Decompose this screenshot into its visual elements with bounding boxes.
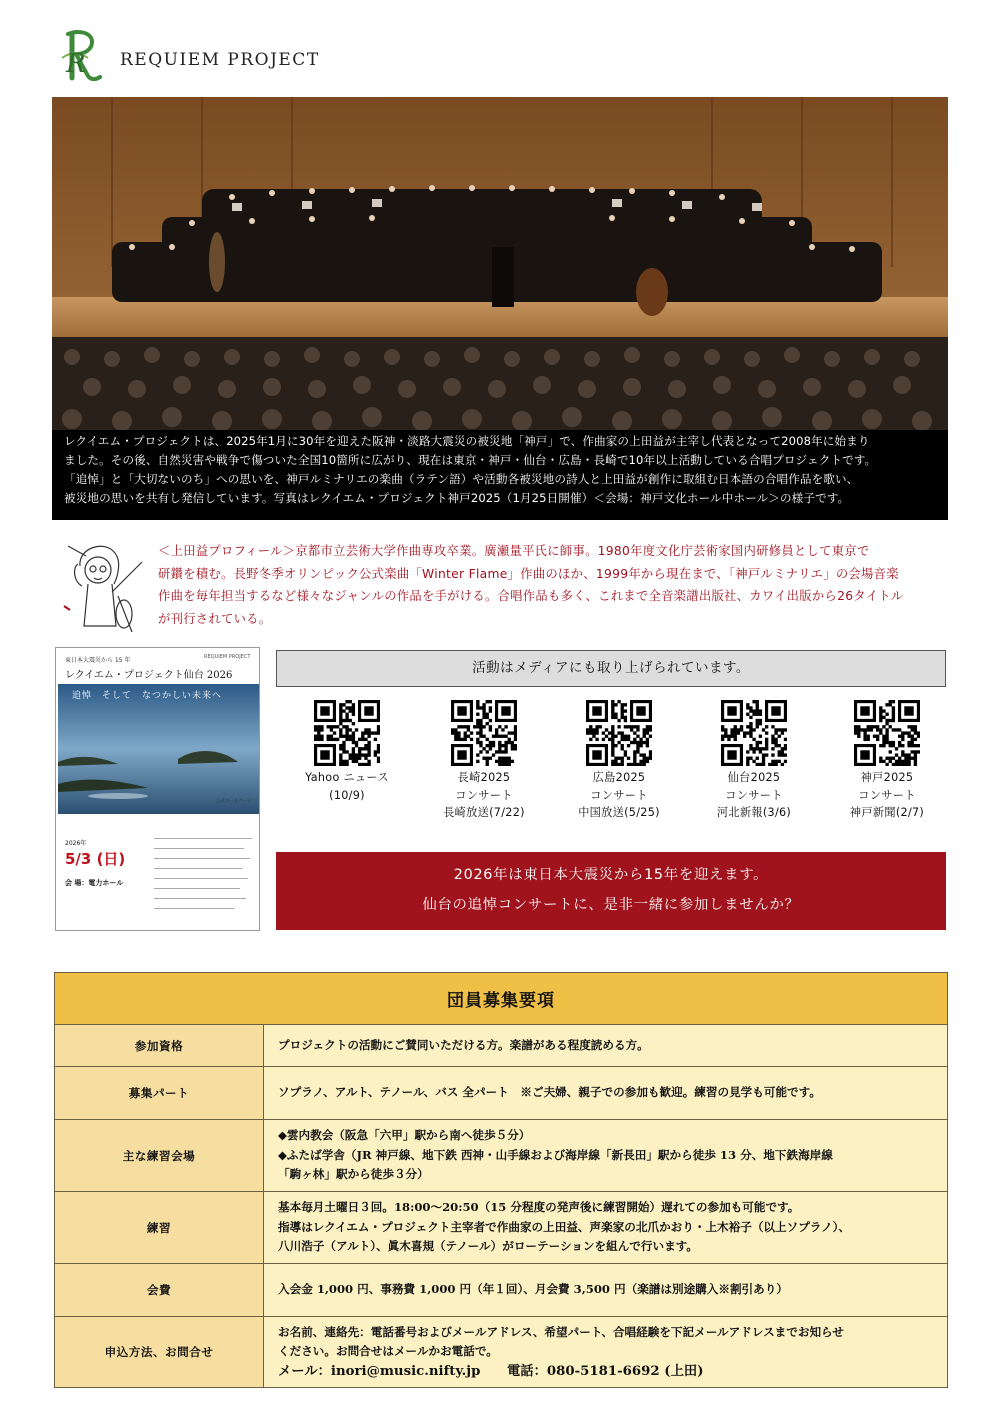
row-line: ◆ふたば学舎（JR 神戸線、地下鉄 西神・山手線および海岸線「新長田」駅から徒歩 13 分、地下鉄海岸線 xyxy=(278,1147,833,1162)
sendai-2026-flyer xyxy=(55,647,260,931)
flyer-title: レクイエム・プロジェクト仙台 2026 xyxy=(65,670,233,681)
media-label: 神戸新聞(2/7) xyxy=(849,806,925,819)
row-line: ください。お問合せはメールかお電話で。 xyxy=(278,1344,498,1359)
media-item-yahoo[interactable] xyxy=(282,700,412,804)
media-item-nagasaki[interactable] xyxy=(419,700,549,822)
banner-line: 2026年は東日本大震災から15年を迎えます。 xyxy=(453,867,769,883)
flyer-year: 2026年 xyxy=(65,840,87,847)
media-label: 神戸2025 xyxy=(860,771,914,784)
flyer-top: 東日本大震災から 15 年 xyxy=(65,657,131,664)
media-header: 活動はメディアにも取り上げられています。 xyxy=(276,650,946,687)
qr-code-icon[interactable] xyxy=(854,700,920,766)
media-label: コンサート xyxy=(858,788,916,802)
media-label: コンサート xyxy=(725,788,783,802)
sendai-invitation-banner xyxy=(276,852,946,930)
media-item-hiroshima[interactable] xyxy=(554,700,684,822)
brand-name: REQUIEM PROJECT xyxy=(120,50,320,70)
caption-line: 被災地の思いを共有し発信しています。写真はレクイエム・プロジェクト神戸2025（1月25日開催）＜会場：神戸文化ホール中ホール＞の様子です。 xyxy=(64,491,850,505)
row-value xyxy=(264,1120,948,1192)
media-label: 中国放送(5/25) xyxy=(578,806,660,819)
flyer-seascape xyxy=(58,684,259,814)
profile-line: が刊行されている。 xyxy=(158,611,272,626)
table-row xyxy=(55,1192,948,1264)
profile-line: 研鑽を積む。長野冬季オリンピック公式楽曲「Winter Flame」作曲のほか、1999年から現在まで、「神戸ルミナリエ」の会場音楽 xyxy=(158,566,899,581)
row-line: プロジェクトの活動にご賛同いただける方。楽譜がある程度読める方。 xyxy=(278,1037,649,1052)
logo-mark xyxy=(58,28,110,82)
media-label: コンサート xyxy=(590,788,648,802)
row-line: ◆雲内教会（阪急「六甲」駅から南へ徒歩５分） xyxy=(278,1128,531,1143)
row-line: 「駒ヶ林」駅から徒歩３分） xyxy=(278,1167,429,1182)
logo-letter: R xyxy=(66,49,86,79)
flyer-homepage: 公式ホームページ xyxy=(216,799,252,804)
row-value xyxy=(264,1025,948,1067)
table-row xyxy=(55,1025,948,1067)
row-line: ソプラノ、アルト、テノール、バス 全パート ※ご夫婦、親子での参加も歓迎。練習の見学も可能です。 xyxy=(278,1085,821,1100)
flyer-subtitle: 追悼 そして なつかしい未来へ xyxy=(72,691,223,701)
recruitment-table xyxy=(54,972,948,1388)
row-line: 基本毎月土曜日３回。18:00～20:50（15 分程度の発声後に練習開始）遅れての参加も可能です。 xyxy=(278,1200,800,1215)
caption-line: ました。その後、自然災害や戦争で傷ついた全国10箇所に広がり、現在は東京・神戸・仙台・広島・長崎で10年以上活動している合唱プロジェクトです。 xyxy=(64,453,877,467)
row-key: 主な練習会場 xyxy=(55,1120,264,1192)
table-row xyxy=(55,1120,948,1192)
profile-line: ＜上田益プロフィール＞京都市立芸術大学作曲専攻卒業。廣瀬量平氏に師事。1980年度文化庁芸術家国内研修員として東京で xyxy=(158,544,870,558)
qr-code-icon[interactable] xyxy=(314,700,380,766)
banner-line: 仙台の追悼コンサートに、是非一緒に参加しませんか？ xyxy=(422,897,800,913)
media-label: 仙台2025 xyxy=(727,771,781,784)
conductor xyxy=(492,247,514,307)
media-item-sendai[interactable] xyxy=(689,700,819,822)
row-key: 会費 xyxy=(55,1264,264,1317)
table-row xyxy=(55,1067,948,1120)
row-value xyxy=(264,1067,948,1120)
row-value xyxy=(264,1317,948,1388)
flyer-venue: 会 場：電力ホール xyxy=(65,879,124,887)
media-label: 長崎放送(7/22) xyxy=(443,806,525,819)
row-line: お名前、連絡先：電話番号およびメールアドレス、希望パート、合唱経験を下記メールアドレスまでお知らせ xyxy=(278,1324,844,1339)
row-value xyxy=(264,1264,948,1317)
row-value xyxy=(264,1192,948,1264)
table-row xyxy=(55,1317,948,1388)
row-line: 入会金 1,000 円、事務費 1,000 円（年１回）、月会費 3,500 円（楽譜は別途購入※割引あり） xyxy=(278,1282,788,1297)
caption-line: 「追悼」と「大切ないのち」への思いを、神戸ルミナリエの楽曲（ラテン語）や活動各被災地の詩人と上田益が創作に取組む日本語の合唱作品を歌い、 xyxy=(64,472,859,486)
media-label: Yahoo ニュース xyxy=(305,771,389,784)
media-label: 長崎2025 xyxy=(457,771,511,784)
qr-code-icon[interactable] xyxy=(721,700,787,766)
flyer-date: 5/3 (日) xyxy=(65,850,126,868)
table-row xyxy=(55,1264,948,1317)
qr-code-icon[interactable] xyxy=(586,700,652,766)
profile-line: 作曲を毎年担当するなど様々なジャンルの作品を手がける。合唱作品も多く、これまで全音楽譜出版社、カワイ出版から26タイトル xyxy=(158,589,904,603)
composer-profile xyxy=(158,540,948,630)
concert-photo xyxy=(52,97,948,430)
media-label: (10/9) xyxy=(329,788,365,802)
media-qr-list xyxy=(276,700,946,845)
contact-email-phone[interactable]: メール：inori@music.nifty.jp 電話：080-5181-6692 (上田) xyxy=(278,1363,704,1379)
header-logo xyxy=(58,28,320,82)
media-label: 広島2025 xyxy=(592,771,646,784)
row-key: 募集パート xyxy=(55,1067,264,1120)
media-label: コンサート xyxy=(455,788,513,802)
photo-caption xyxy=(52,430,948,520)
row-key: 練習 xyxy=(55,1192,264,1264)
row-key: 申込方法、お問合せ xyxy=(55,1317,264,1388)
media-label: 河北新報(3/6) xyxy=(716,806,792,819)
caption-line: レクイエム・プロジェクトは、2025年1月に30年を迎えた阪神・淡路大震災の被災地「神戸」で、作曲家の上田益が主宰し代表となって2008年に始まり xyxy=(64,434,870,448)
flyer-brand: REQUIEM PROJECT xyxy=(204,654,251,660)
row-line: 指導はレクイエム・プロジェクト主宰者で作曲家の上田益、声楽家の北爪かおり・上木裕子（以上ソプラノ）、 xyxy=(278,1219,851,1234)
row-line: 八川浩子（アルト）、眞木喜規（テノール）がローテーションを組んで行います。 xyxy=(278,1239,698,1254)
row-key: 参加資格 xyxy=(55,1025,264,1067)
composer-sketch xyxy=(58,536,154,641)
recruitment-title: 団員募集要項 xyxy=(55,973,948,1025)
media-item-kobe[interactable] xyxy=(822,700,952,822)
qr-code-icon[interactable] xyxy=(451,700,517,766)
